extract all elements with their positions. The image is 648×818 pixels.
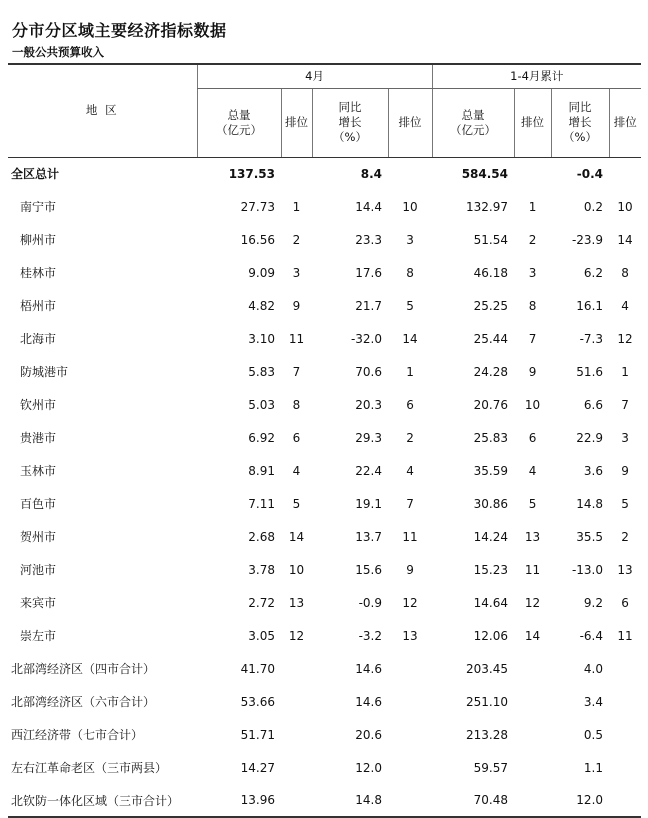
table-row bbox=[8, 586, 641, 619]
cum-growth-cell: -7.3 bbox=[579, 331, 604, 346]
cum-growth-rank-cell: 6 bbox=[621, 595, 629, 610]
region-name-cell: 来宾市 bbox=[20, 596, 57, 610]
cum-total-cell: 14.64 bbox=[473, 595, 509, 610]
cum-growth-cell: -13.0 bbox=[571, 562, 604, 577]
month-total-cell: 7.11 bbox=[248, 496, 275, 511]
cum-growth-cell: 16.1 bbox=[576, 298, 604, 313]
month-rank-cell: 4 bbox=[292, 463, 301, 478]
cum-growth-rank-cell: 7 bbox=[621, 397, 629, 412]
cum-growth-cell: 9.2 bbox=[583, 595, 604, 610]
region-name-cell: 桂林市 bbox=[20, 266, 57, 280]
month-growth-cell: -0.9 bbox=[358, 595, 382, 610]
cum-growth-cell: 0.2 bbox=[583, 199, 604, 214]
cum-growth-rank-cell: 2 bbox=[621, 529, 629, 544]
month-growth-cell: 17.6 bbox=[355, 265, 382, 280]
month-rank-cell: 14 bbox=[288, 529, 305, 544]
month-growth-cell: 29.3 bbox=[355, 430, 382, 445]
month-total-cell: 3.78 bbox=[248, 562, 275, 577]
region-name-cell: 北部湾经济区（六市合计） bbox=[11, 695, 156, 709]
cum-growth-cell: 35.5 bbox=[576, 529, 604, 544]
cum-growth-rank-cell: 10 bbox=[617, 199, 633, 214]
cum-rank-cell: 10 bbox=[524, 397, 541, 412]
table-row bbox=[8, 619, 641, 652]
month-growth-rank-cell: 11 bbox=[402, 529, 418, 544]
cum-rank-cell: 4 bbox=[528, 463, 537, 478]
month-growth-rank-cell: 4 bbox=[406, 463, 414, 478]
cum-rank-cell: 6 bbox=[528, 430, 537, 445]
month-growth-rank-cell: 5 bbox=[406, 298, 414, 313]
table-row bbox=[8, 652, 641, 685]
month-growth-rank-cell bbox=[388, 685, 432, 718]
cum-growth-cell: 6.2 bbox=[583, 265, 604, 280]
month-total-cell: 3.10 bbox=[248, 331, 275, 346]
table-row bbox=[8, 256, 641, 289]
region-name-cell: 西江经济带（七市合计） bbox=[11, 728, 144, 742]
month-rank-cell: 1 bbox=[292, 199, 301, 214]
month-rank-cell: 12 bbox=[288, 628, 305, 643]
month-total-cell: 13.96 bbox=[197, 784, 281, 817]
cum-total-cell: 70.48 bbox=[432, 784, 514, 817]
month-growth-rank-cell bbox=[388, 718, 432, 751]
cum-total-cell: 203.45 bbox=[466, 661, 509, 676]
header-month-total: 总量 （亿元） bbox=[197, 88, 281, 157]
header-cum-total: 总量 （亿元） bbox=[432, 88, 514, 157]
month-rank-cell: 7 bbox=[292, 364, 301, 379]
month-growth-cell: 15.6 bbox=[355, 562, 382, 577]
header-month-growth-rank: 排位 bbox=[388, 88, 432, 157]
cum-rank-cell: 2 bbox=[528, 232, 537, 247]
region-name-cell: 北部湾经济区（四市合计） bbox=[11, 662, 156, 676]
region-name-cell: 柳州市 bbox=[20, 233, 57, 247]
month-rank-cell bbox=[281, 157, 312, 190]
page-title: 分市分区域主要经济指标数据 bbox=[12, 21, 227, 40]
header-month-growth: 同比 增长 （%） bbox=[312, 88, 388, 157]
month-growth-rank-cell: 6 bbox=[406, 397, 414, 412]
month-growth-rank-cell: 12 bbox=[402, 595, 418, 610]
table-row bbox=[8, 421, 641, 454]
cum-total-cell: 12.06 bbox=[473, 628, 509, 643]
month-rank-cell: 2 bbox=[292, 232, 301, 247]
table-row bbox=[8, 355, 641, 388]
month-rank-cell: 11 bbox=[288, 331, 305, 346]
cum-growth-cell: 14.8 bbox=[576, 496, 604, 511]
month-growth-cell: 21.7 bbox=[355, 298, 382, 313]
cum-growth-rank-cell bbox=[609, 685, 641, 718]
region-name-cell: 梧州市 bbox=[20, 299, 57, 313]
cum-growth-cell: 51.6 bbox=[576, 364, 604, 379]
cum-growth-rank-cell: 5 bbox=[621, 496, 629, 511]
month-growth-cell: 8.4 bbox=[360, 166, 382, 181]
month-growth-rank-cell: 7 bbox=[406, 496, 414, 511]
region-name-cell: 崇左市 bbox=[20, 629, 57, 643]
table-row bbox=[8, 289, 641, 322]
cum-growth-rank-cell: 12 bbox=[617, 331, 633, 346]
month-total-cell: 16.56 bbox=[240, 232, 275, 247]
table-row bbox=[8, 553, 641, 586]
header-row-groups bbox=[8, 64, 641, 88]
region-name-cell: 北海市 bbox=[20, 332, 57, 346]
table-row bbox=[8, 487, 641, 520]
month-growth-cell: 14.6 bbox=[355, 694, 382, 709]
table-row bbox=[8, 718, 641, 751]
month-rank-cell: 9 bbox=[292, 298, 301, 313]
cum-total-cell: 213.28 bbox=[466, 727, 509, 742]
table-row bbox=[8, 751, 641, 784]
table-row bbox=[8, 388, 641, 421]
table-row bbox=[8, 520, 641, 553]
cum-growth-rank-cell bbox=[609, 652, 641, 685]
month-total-cell: 2.72 bbox=[248, 595, 275, 610]
region-name-cell: 贺州市 bbox=[20, 530, 57, 544]
month-rank-cell: 10 bbox=[288, 562, 305, 577]
cum-total-cell: 132.97 bbox=[466, 199, 509, 214]
cum-growth-cell: 22.9 bbox=[576, 430, 604, 445]
cum-growth-rank-cell: 4 bbox=[621, 298, 629, 313]
month-total-cell: 2.68 bbox=[248, 529, 275, 544]
month-growth-cell: 70.6 bbox=[355, 364, 382, 379]
cum-growth-rank-cell bbox=[609, 718, 641, 751]
cum-total-cell: 25.83 bbox=[473, 430, 509, 445]
cum-rank-cell bbox=[514, 157, 551, 190]
month-growth-rank-cell: 8 bbox=[406, 265, 414, 280]
month-growth-cell: 13.7 bbox=[355, 529, 382, 544]
cum-rank-cell: 9 bbox=[528, 364, 537, 379]
header-month: 4月 bbox=[197, 64, 432, 88]
cum-rank-cell bbox=[514, 784, 551, 817]
cum-rank-cell: 12 bbox=[524, 595, 541, 610]
month-total-cell: 51.71 bbox=[240, 727, 275, 742]
month-total-cell: 137.53 bbox=[228, 166, 275, 181]
cum-total-cell: 30.86 bbox=[473, 496, 509, 511]
cum-growth-cell: 1.1 bbox=[583, 760, 604, 775]
cum-total-cell: 25.25 bbox=[473, 298, 509, 313]
month-growth-cell: 14.6 bbox=[355, 661, 382, 676]
cum-growth-rank-cell: 8 bbox=[621, 265, 629, 280]
header-cum-growth-rank: 排位 bbox=[609, 88, 641, 157]
month-growth-cell: 14.4 bbox=[355, 199, 382, 214]
cum-rank-cell: 1 bbox=[528, 199, 537, 214]
month-total-cell: 27.73 bbox=[240, 199, 275, 214]
month-rank-cell bbox=[281, 718, 312, 751]
header-cum-rank: 排位 bbox=[514, 88, 551, 157]
cum-growth-rank-cell bbox=[609, 157, 641, 190]
month-growth-rank-cell: 1 bbox=[406, 364, 414, 379]
cum-rank-cell bbox=[514, 718, 551, 751]
month-growth-cell: 22.4 bbox=[355, 463, 382, 478]
region-name-cell: 百色市 bbox=[20, 497, 57, 511]
cum-rank-cell: 13 bbox=[524, 529, 541, 544]
table-row bbox=[8, 784, 641, 817]
cum-rank-cell: 8 bbox=[528, 298, 537, 313]
month-growth-cell: 23.3 bbox=[355, 232, 382, 247]
cum-total-cell: 24.28 bbox=[473, 364, 509, 379]
cum-total-cell: 25.44 bbox=[473, 331, 509, 346]
cum-total-cell: 14.24 bbox=[473, 529, 509, 544]
region-name-cell: 贵港市 bbox=[20, 431, 57, 445]
month-total-cell: 8.91 bbox=[248, 463, 275, 478]
economic-data-table bbox=[8, 63, 641, 818]
cum-growth-rank-cell: 11 bbox=[617, 628, 633, 643]
table-row bbox=[8, 223, 641, 256]
table-row bbox=[8, 454, 641, 487]
region-name-cell: 防城港市 bbox=[20, 365, 69, 379]
cum-growth-cell: 3.6 bbox=[583, 463, 604, 478]
cum-growth-cell: -0.4 bbox=[576, 166, 604, 181]
header-cumulative: 1-4月累计 bbox=[432, 64, 641, 88]
cum-growth-cell: 4.0 bbox=[583, 661, 604, 676]
month-growth-rank-cell: 13 bbox=[402, 628, 418, 643]
month-growth-rank-cell bbox=[388, 157, 432, 190]
region-name-cell: 全区总计 bbox=[11, 167, 60, 182]
month-total-cell: 4.82 bbox=[248, 298, 275, 313]
month-growth-rank-cell bbox=[388, 652, 432, 685]
region-name-cell: 北钦防一体化区域（三市合计） bbox=[8, 784, 197, 817]
cum-rank-cell: 14 bbox=[524, 628, 541, 643]
cum-total-cell: 15.23 bbox=[473, 562, 509, 577]
month-rank-cell: 3 bbox=[292, 265, 301, 280]
month-growth-cell: -32.0 bbox=[350, 331, 382, 346]
month-growth-rank-cell bbox=[388, 751, 432, 784]
header-month-rank: 排位 bbox=[281, 88, 312, 157]
cum-growth-rank-cell bbox=[609, 751, 641, 784]
month-total-cell: 3.05 bbox=[248, 628, 275, 643]
region-name-cell: 河池市 bbox=[20, 563, 57, 577]
cum-growth-cell: 6.6 bbox=[583, 397, 604, 412]
month-total-cell: 53.66 bbox=[240, 694, 275, 709]
cum-growth-cell: -23.9 bbox=[571, 232, 604, 247]
cum-total-cell: 20.76 bbox=[473, 397, 509, 412]
month-rank-cell bbox=[281, 652, 312, 685]
region-name-cell: 南宁市 bbox=[20, 200, 57, 214]
table-row bbox=[8, 190, 641, 223]
month-growth-cell: 19.1 bbox=[355, 496, 382, 511]
month-total-cell: 5.03 bbox=[248, 397, 275, 412]
month-rank-cell: 8 bbox=[292, 397, 301, 412]
month-growth-cell: -3.2 bbox=[358, 628, 382, 643]
month-rank-cell: 13 bbox=[288, 595, 305, 610]
cum-growth-cell: 0.5 bbox=[583, 727, 604, 742]
month-rank-cell bbox=[281, 751, 312, 784]
cum-rank-cell bbox=[514, 685, 551, 718]
month-growth-rank-cell: 2 bbox=[406, 430, 414, 445]
month-rank-cell bbox=[281, 685, 312, 718]
month-growth-rank-cell bbox=[388, 784, 432, 817]
cum-total-cell: 251.10 bbox=[466, 694, 509, 709]
month-growth-rank-cell: 9 bbox=[406, 562, 414, 577]
month-rank-cell: 5 bbox=[292, 496, 301, 511]
table-body bbox=[8, 157, 641, 817]
month-growth-cell: 20.6 bbox=[355, 727, 382, 742]
cum-growth-cell: -6.4 bbox=[579, 628, 604, 643]
cum-growth-rank-cell: 9 bbox=[621, 463, 629, 478]
table-row bbox=[8, 685, 641, 718]
cum-growth-cell: 3.4 bbox=[583, 694, 604, 709]
table-row bbox=[8, 157, 641, 190]
cum-rank-cell bbox=[514, 652, 551, 685]
region-name-cell: 玉林市 bbox=[20, 464, 57, 478]
month-growth-cell: 20.3 bbox=[355, 397, 382, 412]
cum-rank-cell: 7 bbox=[528, 331, 537, 346]
cum-rank-cell bbox=[514, 751, 551, 784]
month-rank-cell: 6 bbox=[292, 430, 301, 445]
month-growth-rank-cell: 14 bbox=[402, 331, 418, 346]
table-row bbox=[8, 322, 641, 355]
table-subtitle: 一般公共预算收入 bbox=[12, 45, 104, 59]
month-growth-rank-cell: 3 bbox=[406, 232, 414, 247]
month-rank-cell bbox=[281, 784, 312, 817]
cum-growth-rank-cell: 13 bbox=[617, 562, 633, 577]
month-total-cell: 9.09 bbox=[248, 265, 275, 280]
month-total-cell: 5.83 bbox=[248, 364, 275, 379]
month-growth-rank-cell: 10 bbox=[402, 199, 418, 214]
cum-total-cell: 584.54 bbox=[461, 166, 509, 181]
month-total-cell: 6.92 bbox=[248, 430, 275, 445]
cum-rank-cell: 3 bbox=[528, 265, 537, 280]
month-growth-cell: 14.8 bbox=[312, 784, 388, 817]
cum-growth-rank-cell: 1 bbox=[621, 364, 629, 379]
cum-total-cell: 35.59 bbox=[473, 463, 509, 478]
region-name-cell: 左右江革命老区（三市两县） bbox=[11, 761, 168, 775]
cum-growth-rank-cell: 14 bbox=[617, 232, 633, 247]
cum-total-cell: 59.57 bbox=[473, 760, 509, 775]
cum-growth-cell: 12.0 bbox=[551, 784, 609, 817]
cum-total-cell: 51.54 bbox=[473, 232, 509, 247]
region-name-cell: 钦州市 bbox=[20, 398, 57, 412]
month-total-cell: 14.27 bbox=[240, 760, 275, 775]
header-cum-growth: 同比 增长 （%） bbox=[551, 88, 609, 157]
cum-total-cell: 46.18 bbox=[473, 265, 509, 280]
cum-growth-rank-cell bbox=[609, 784, 641, 817]
cum-rank-cell: 11 bbox=[524, 562, 541, 577]
cum-growth-rank-cell: 3 bbox=[621, 430, 629, 445]
cum-rank-cell: 5 bbox=[528, 496, 537, 511]
month-total-cell: 41.70 bbox=[240, 661, 275, 676]
month-growth-cell: 12.0 bbox=[355, 760, 382, 775]
header-region: 地 区 bbox=[8, 64, 197, 157]
